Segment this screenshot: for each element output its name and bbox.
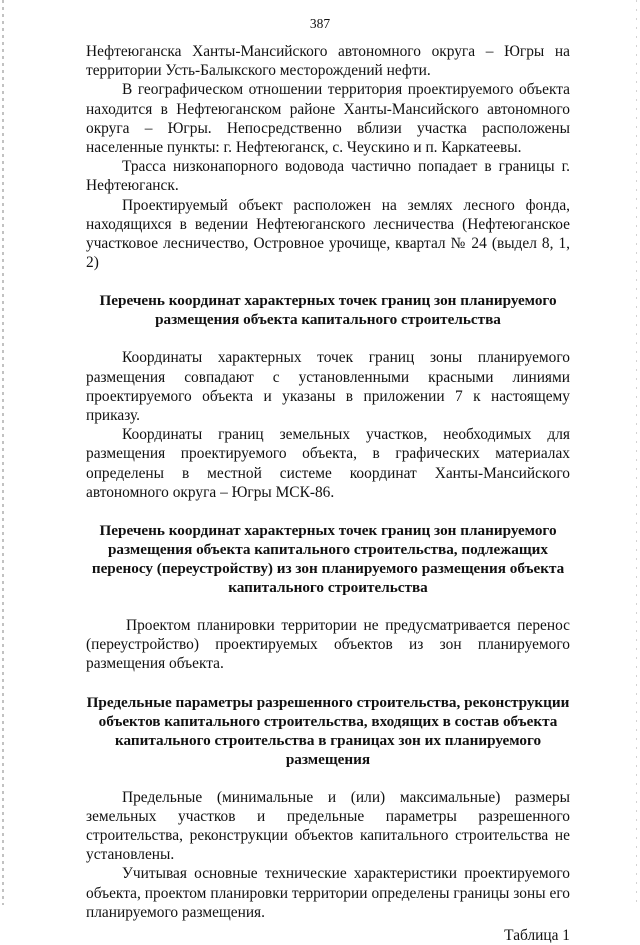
table-label: Таблица 1 (504, 927, 570, 945)
intro-paragraph-2: В географическом отношении территория проектируемого объекта находится в Нефтеюганском районе Ханты-Мансийского автономного округа – Югры. Непосредственно вблизи участка расположены населенные пункты: г. Нефтеюганск, с. Чеускино и п. Каркатеевы. (86, 81, 570, 157)
page-number: 387 (309, 16, 331, 31)
section-3-paragraph-1: Предельные (минимальные и (или) максимальные) размеры земельных участков и предельные параметры разрешенного строительства, реконструкции объектов капитального строительства не установлены. (86, 788, 570, 864)
section-1-paragraph-2: Координаты границ земельных участков, необходимых для размещения проектируемого объекта, в графических материалах определены в местной системе координат Ханты-Мансийского автономного округа – Югры МСК-86. (86, 426, 570, 501)
document-body (86, 42, 570, 945)
intro-paragraph-1: Нефтеюганска Ханты-Мансийского автономного округа – Югры на территории Усть-Балыкского месторождений нефти. (86, 43, 570, 80)
section-2-paragraph-1: Проектом планировки территории не предусматривается перенос (переустройство) проектируемых объектов из зон планируемого размещения объекта. (86, 617, 570, 673)
scan-edge-left (2, 0, 4, 905)
section-1-paragraph-1: Координаты характерных точек границ зоны планируемого размещения совпадают с установленными красными линиями проектируемого объекта и указаны в приложении 7 к настоящему приказу. (86, 349, 570, 425)
section-3-heading: Предельные параметры разрешенного строительства, реконструкции объектов капитального строительства, входящих в состав объекта капитального строительства в границах зон их планируемого размещения (86, 693, 570, 768)
section-2-heading: Перечень координат характерных точек границ зон планируемого размещения объекта капитального строительства, подлежащих переносу (переустройству) из зон планируемого размещения объекта капитального строительства (91, 522, 565, 597)
intro-paragraph-4: Проектируемый объект расположен на землях лесного фонда, находящихся в ведении Нефтеюганского лесничества (Нефтеюганское участковое лесничество, Островное урочище, квартал № 24 (выдел 8, 1, 2) (86, 196, 570, 272)
intro-paragraph-3: Трасса низконапорного водовода частично попадает в границы г. Нефтеюганск. (86, 158, 570, 195)
section-3-paragraph-2: Учитывая основные технические характеристики проектируемого объекта, проектом планировки территории определены границы зоны его планируемого размещения. (86, 865, 570, 921)
scan-edge-right (636, 0, 637, 905)
section-1-heading: Перечень координат характерных точек границ зон планируемого размещения объекта капитального строительства (99, 292, 557, 329)
